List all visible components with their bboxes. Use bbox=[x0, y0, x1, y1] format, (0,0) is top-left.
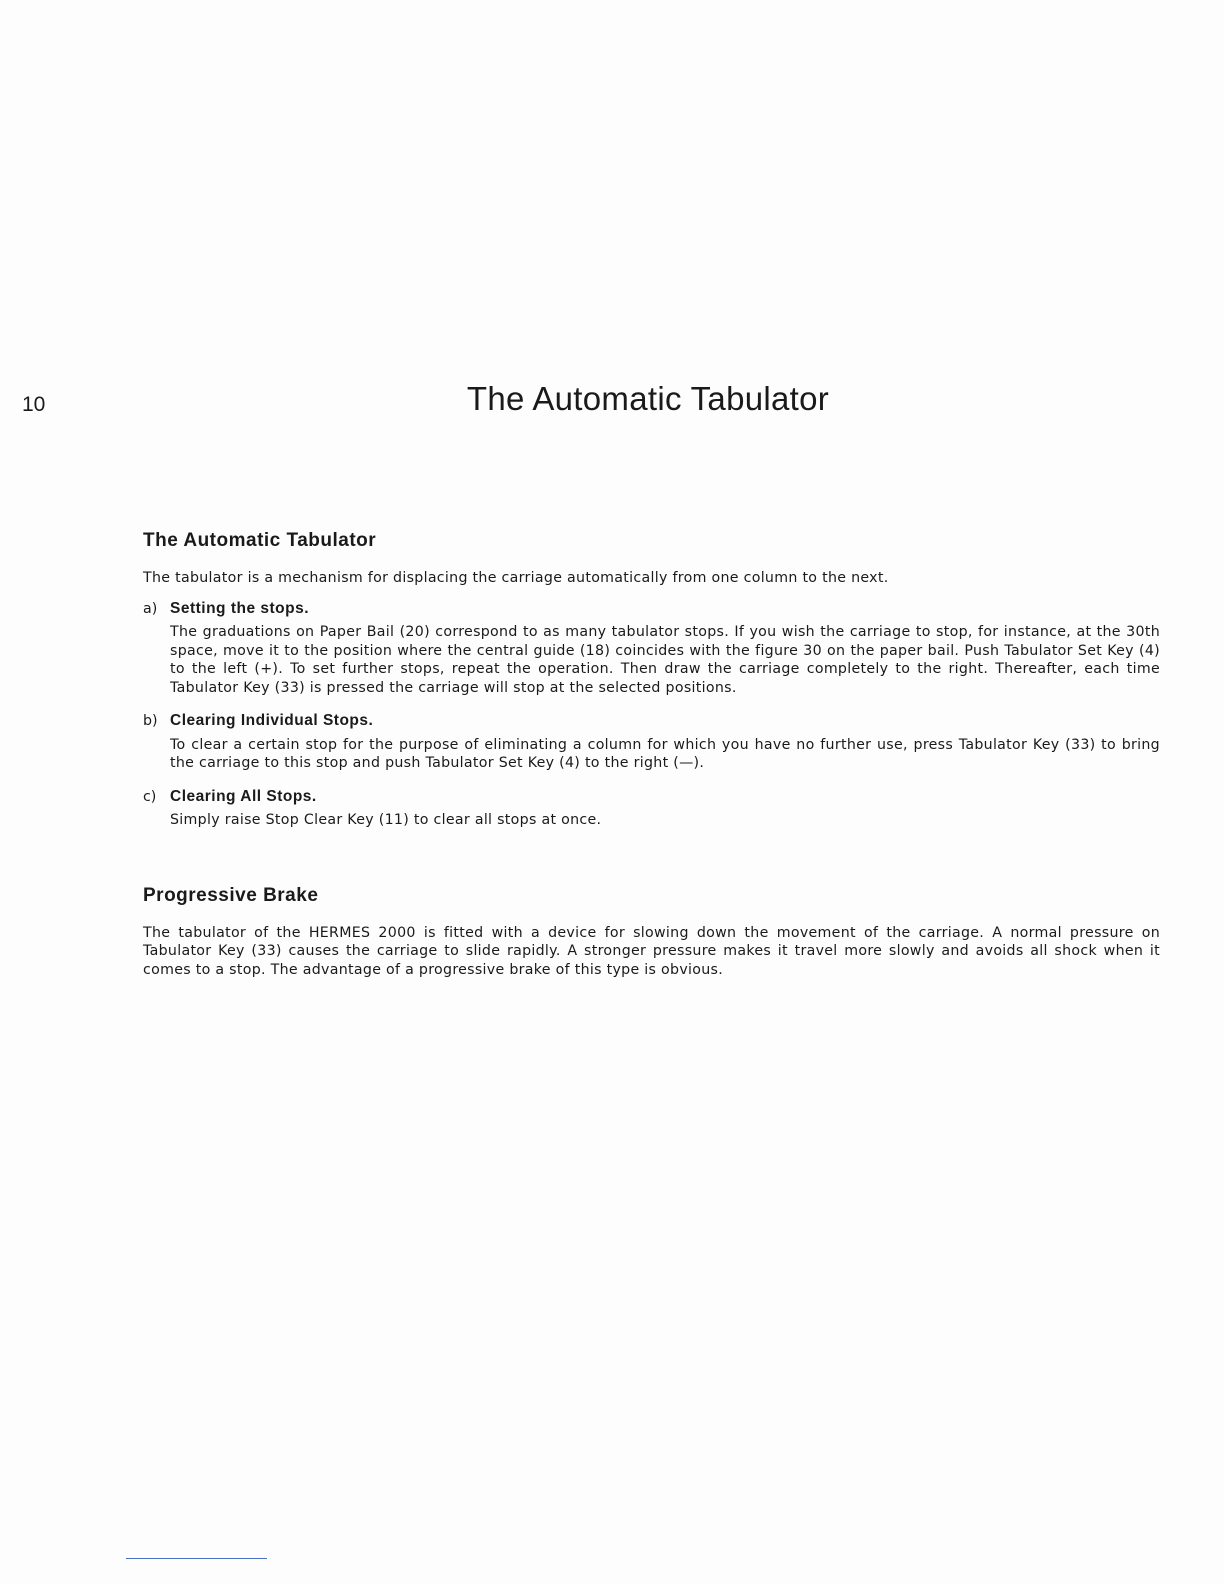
list-item-letter: c) bbox=[143, 788, 157, 805]
list-item-setting-stops bbox=[143, 600, 1160, 698]
footer-rule bbox=[126, 1558, 267, 1559]
section-heading-tabulator: The Automatic Tabulator bbox=[143, 530, 377, 551]
list-item-text: The graduations on Paper Bail (20) correspond to as many tabulator stops. If you wish the carriage to stop, for instance, at the 30th space, move it to the position where the central guide (18) coincides with the figure 30 on the paper bail. Push Tabulator Set Key (4) to the left (+). To set further stops, repeat the operation. Then draw the carriage completely to the right. Thereafter, each time Tabulator Key (33) is pressed the carriage will stop at the selected positions. bbox=[170, 624, 1160, 696]
list-item-letter: b) bbox=[143, 713, 158, 729]
list-item-text: Simply raise Stop Clear Key (11) to clear all stops at once. bbox=[170, 812, 602, 828]
progressive-brake-text: The tabulator of the HERMES 2000 is fitted with a device for slowing down the movement of the carriage. A normal pressure on Tabulator Key (33) causes the carriage to slide rapidly. A stronger pressure makes it travel more slowly and avoids all shock when it comes to a stop. The advantage of a progressive brake of this type is obvious. bbox=[143, 924, 1160, 978]
page-content bbox=[143, 530, 1160, 979]
list-item-text: To clear a certain stop for the purpose of eliminating a column for which you have no further use, press Tabulator Key (33) to bring the carriage to this stop and push Tabulator Set Key (4) to the right (—). bbox=[170, 736, 1160, 771]
list-item-title: Clearing Individual Stops. bbox=[170, 712, 374, 729]
page-number: 10 bbox=[22, 393, 46, 416]
tabulator-intro: The tabulator is a mechanism for displacing the carriage automatically from one column to the next. bbox=[143, 570, 889, 586]
list-item-letter: a) bbox=[143, 600, 158, 617]
list-item-title: Clearing All Stops. bbox=[170, 787, 317, 805]
list-item-clearing-all-stops bbox=[143, 788, 1160, 830]
page-title: The Automatic Tabulator bbox=[466, 380, 830, 417]
list-item-clearing-individual-stops bbox=[143, 712, 1160, 773]
section-heading-progressive-brake: Progressive Brake bbox=[143, 884, 319, 906]
list-item-title: Setting the stops. bbox=[170, 599, 310, 617]
